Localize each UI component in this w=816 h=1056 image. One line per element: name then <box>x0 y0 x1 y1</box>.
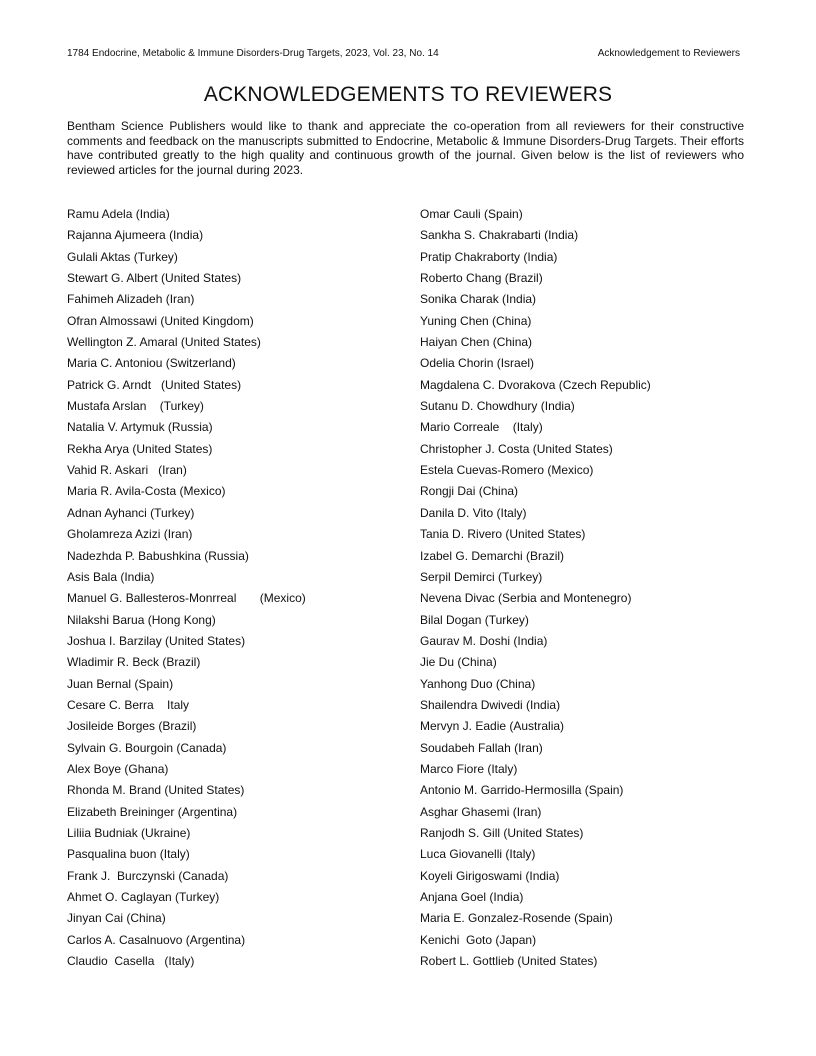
reviewer-entry: Jie Du (China) <box>420 655 497 670</box>
reviewer-entry: Alex Boye (Ghana) <box>67 761 169 776</box>
reviewer-entry: Pratip Chakraborty (India) <box>420 249 558 264</box>
reviewer-entry: Magdalena C. Dvorakova (Czech Republic) <box>420 377 651 392</box>
reviewer-entry: Maria C. Antoniou (Switzerland) <box>67 356 236 371</box>
reviewer-entry: Wellington Z. Amaral (United States) <box>67 335 261 350</box>
reviewer-entry: Luca Giovanelli (Italy) <box>420 847 536 862</box>
reviewer-entry: Pasqualina buon (Italy) <box>67 847 190 862</box>
reviewer-entry: Natalia V. Artymuk (Russia) <box>67 420 213 435</box>
reviewer-entry: Omar Cauli (Spain) <box>420 207 523 221</box>
reviewer-entry: Gulali Aktas (Turkey) <box>67 249 178 264</box>
reviewer-entry: Sonika Charak (India) <box>420 292 537 307</box>
running-header-section: Acknowledgement to Reviewers <box>597 48 740 59</box>
reviewer-entry: Maria R. Avila-Costa (Mexico) <box>67 484 226 499</box>
reviewer-entry: Liliia Budniak (Ukraine) <box>67 825 191 840</box>
reviewer-entry: Kenichi Goto (Japan) <box>420 932 537 947</box>
reviewer-entry: Ahmet O. Caglayan (Turkey) <box>67 890 220 904</box>
reviewer-entry: Ofran Almossawi (United Kingdom) <box>67 313 254 328</box>
reviewer-entry: Wladimir R. Beck (Brazil) <box>67 655 201 670</box>
reviewer-entry: Mustafa Arslan (Turkey) <box>67 399 204 414</box>
reviewer-entry: Claudio Casella (Italy) <box>67 954 195 969</box>
reviewer-entry: Asis Bala (India) <box>67 569 155 584</box>
reviewer-entry: Tania D. Rivero (United States) <box>420 527 586 542</box>
reviewer-entry: Christopher J. Costa (United States) <box>420 441 613 456</box>
reviewer-entry: Frank J. Burczynski (Canada) <box>67 868 229 883</box>
reviewer-entry: Robert L. Gottlieb (United States) <box>420 954 598 969</box>
reviewer-entry: Roberto Chang (Brazil) <box>420 271 543 286</box>
reviewer-entry: Nadezhda P. Babushkina (Russia) <box>67 548 249 563</box>
reviewer-entry: Vahid R. Askari (Iran) <box>67 463 187 478</box>
reviewer-entry: Yanhong Duo (China) <box>420 676 536 691</box>
reviewer-entry: Manuel G. Ballesteros-Monrreal (Mexico) <box>67 591 306 606</box>
reviewer-entry: Yuning Chen (China) <box>420 313 532 328</box>
reviewer-entry: Fahimeh Alizadeh (Iran) <box>67 292 195 307</box>
reviewer-entry: Jinyan Cai (China) <box>67 911 166 926</box>
reviewer-entry: Joshua I. Barzilay (United States) <box>67 633 246 648</box>
reviewer-entry: Danila D. Vito (Italy) <box>420 505 527 520</box>
reviewer-entry: Nevena Divac (Serbia and Montenegro) <box>420 591 632 606</box>
reviewer-entry: Izabel G. Demarchi (Brazil) <box>420 548 565 563</box>
reviewer-entry: Koyeli Girigoswami (India) <box>420 868 560 883</box>
reviewer-entry: Asghar Ghasemi (Iran) <box>420 804 542 819</box>
reviewer-entry: Carlos A. Casalnuovo (Argentina) <box>67 932 246 947</box>
reviewer-entry: Nilakshi Barua (Hong Kong) <box>67 612 216 627</box>
reviewer-entry: Patrick G. Arndt (United States) <box>67 377 242 392</box>
reviewer-entry: Sankha S. Chakrabarti (India) <box>420 228 579 243</box>
reviewer-entry: Haiyan Chen (China) <box>420 335 533 350</box>
reviewer-entry: Juan Bernal (Spain) <box>67 676 174 691</box>
reviewer-entry: Rajanna Ajumeera (India) <box>67 228 204 243</box>
reviewer-entry: Maria E. Gonzalez-Rosende (Spain) <box>420 911 613 926</box>
reviewer-entry: Rhonda M. Brand (United States) <box>67 783 245 798</box>
reviewer-entry: Shailendra Dwivedi (India) <box>420 697 561 712</box>
reviewer-entry: Rekha Arya (United States) <box>67 441 213 456</box>
reviewer-entry: Elizabeth Breininger (Argentina) <box>67 804 238 819</box>
reviewer-entry: Stewart G. Albert (United States) <box>67 271 242 286</box>
reviewer-entry: Josileide Borges (Brazil) <box>67 719 197 734</box>
reviewer-entry: Soudabeh Fallah (Iran) <box>420 740 543 755</box>
reviewer-entry: Cesare C. Berra Italy <box>67 697 190 712</box>
reviewer-entry: Adnan Ayhanci (Turkey) <box>67 505 195 520</box>
reviewer-entry: Sylvain G. Bourgoin (Canada) <box>67 740 227 755</box>
reviewer-entry: Gaurav M. Doshi (India) <box>420 633 548 648</box>
reviewer-entry: Ranjodh S. Gill (United States) <box>420 825 584 840</box>
reviewer-list-left <box>67 206 306 974</box>
reviewer-list-right <box>420 206 651 974</box>
reviewer-entry: Odelia Chorin (Israel) <box>420 356 535 371</box>
reviewer-entry: Ramu Adela (India) <box>67 207 170 221</box>
reviewer-entry: Mervyn J. Eadie (Australia) <box>420 719 565 734</box>
reviewer-entry: Rongji Dai (China) <box>420 484 519 499</box>
reviewer-entry: Marco Fiore (Italy) <box>420 761 518 776</box>
reviewer-entry: Anjana Goel (India) <box>420 890 524 904</box>
reviewer-entry: Antonio M. Garrido-Hermosilla (Spain) <box>420 783 624 798</box>
reviewer-entry: Gholamreza Azizi (Iran) <box>67 527 193 542</box>
running-header-journal: 1784 Endocrine, Metabolic & Immune Disorders-Drug Targets, 2023, Vol. 23, No. 14 <box>67 48 439 59</box>
intro-paragraph: Bentham Science Publishers would like to thank and appreciate the co-operation from all reviewers for their constructive comments and feedback on the manuscripts submitted to Endocrine, Metabolic & Immune Disorders-Drug Targets. Their efforts have contributed greatly to the high quality and continuous growth of the journal. Given below is the list of reviewers who reviewed articles for the journal during 2023. <box>67 119 744 177</box>
page-title: ACKNOWLEDGEMENTS TO REVIEWERS <box>203 83 613 106</box>
reviewer-entry: Sutanu D. Chowdhury (India) <box>420 399 575 414</box>
reviewer-entry: Mario Correale (Italy) <box>420 420 543 435</box>
reviewer-entry: Estela Cuevas-Romero (Mexico) <box>420 463 594 478</box>
reviewer-entry: Serpil Demirci (Turkey) <box>420 569 543 584</box>
reviewer-entry: Bilal Dogan (Turkey) <box>420 612 529 627</box>
